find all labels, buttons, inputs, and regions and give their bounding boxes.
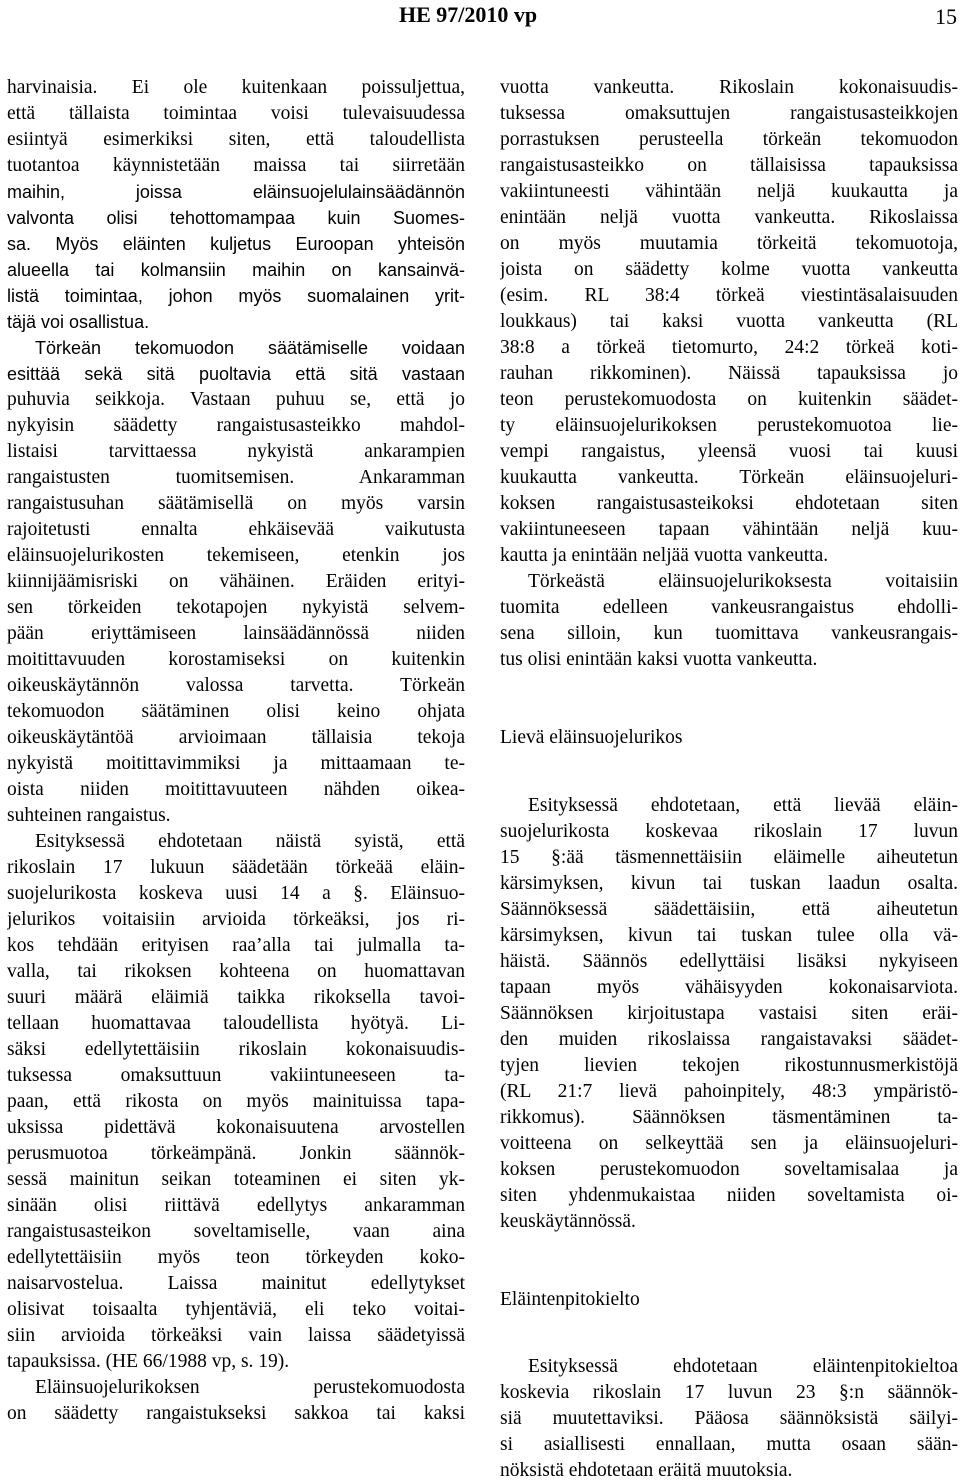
text-line: Esityksessä ehdotetaan, että lievää eläin- [528, 794, 958, 816]
text-line: tekomuodon säätäminen olisi keino ohjata [7, 701, 465, 722]
text-line: si asiallisesti ennallaan, mutta osaan sään- [500, 1434, 958, 1456]
text-line: koskevia rikoslain 17 luvun 23 §:n säännök- [500, 1382, 958, 1404]
page-header [0, 2, 960, 32]
text-line: rajoitetusti ennalta ehkäisevää vaikutusta [7, 519, 465, 540]
right-text-column [500, 75, 958, 1484]
text-line: maihin, joissa eläinsuojelulainsäädännön [7, 182, 465, 202]
text-line: sen törkeiden tekotapojen nykyistä selvem- [7, 597, 465, 618]
text-line: loukkaus) tai kaksi vuotta vankeutta (RL [500, 311, 958, 332]
text-line: sessä mainitun seikan toteaminen ei siten yk- [7, 1169, 465, 1190]
section-heading: Lievä eläinsuojelurikos [500, 727, 683, 748]
text-line: jelurikos voitaisiin arvioida törkeäksi, jos ri- [7, 909, 465, 930]
text-line: edellytettäisiin myös teon törkeyden koko- [7, 1247, 465, 1268]
text-line: enintään neljä vuotta vankeutta. Rikoslaissa [500, 207, 958, 228]
text-line: joista on säädetty kolme vuotta vankeutta [500, 259, 958, 280]
text-line: tellaan huomattavaa taloudellista hyötyä. Li- [7, 1013, 465, 1034]
text-line: on säädetty rangaistukseksi sakkoa tai kaksi [7, 1403, 465, 1424]
text-line: vakiintuneeseen tapaan vähintään neljä kuu- [500, 519, 958, 540]
text-line: uksissa pidettävä kokonaisuutena arvostellen [7, 1117, 465, 1138]
text-line: kärsimyksen, kivun tai tuskan tulee olla vä- [500, 924, 958, 946]
text-line: listä toimintaa, johon myös suomalainen yrit- [7, 286, 465, 306]
text-line: oikeuskäytäntöä arvioimaan tällaisia tekoja [7, 727, 465, 748]
text-line: suuri määrä eläimiä taikka rikoksella tavoi- [7, 987, 465, 1008]
text-line: valvonta olisi tehottomampaa kuin Suomes- [7, 208, 465, 228]
text-line: paan, että rikosta on myös mainituissa tapa- [7, 1091, 465, 1112]
text-line: naisarvostelua. Laissa mainitut edellytykset [7, 1273, 465, 1294]
section-heading: Eläintenpitokielto [500, 1288, 640, 1310]
text-line: tuksessa omaksuttujen rangaistusasteikkojen [500, 103, 958, 124]
text-line: Esityksessä ehdotetaan näistä syistä, että [35, 831, 465, 852]
text-line: esittää sekä sitä puoltavia että sitä vastaan [7, 364, 465, 384]
text-line: siä muutettaviksi. Pääosa säännöksistä säilyi- [500, 1408, 958, 1430]
text-line: sa. Myös eläinten kuljetus Euroopan yhteisön [7, 234, 465, 254]
text-line: että tällaista toimintaa voisi tulevaisuudessa [7, 103, 465, 124]
left-text-column [7, 75, 465, 1427]
text-line: oikeuskäytännön valossa tarvetta. Törkeän [7, 675, 465, 696]
text-line: tuotantoa käynnistetään maissa tai siirretään [7, 155, 465, 176]
text-line: 15 §:ää täsmennettäisiin eläimelle aiheutetun [500, 846, 958, 868]
text-line: tuksessa omaksuttuun vakiintuneeseen ta- [7, 1065, 465, 1086]
text-line: valla, tai rikoksen kohteena on huomattavan [7, 961, 465, 982]
text-line: tuomita edelleen vankeusrangaistus ehdolli- [500, 597, 958, 618]
text-line: nykyisin säädetty rangaistusasteikko mahdol- [7, 415, 465, 436]
spacer [500, 751, 958, 793]
text-line: alueella tai kolmansiin maihin on kansainvä- [7, 260, 465, 280]
text-line: siin arvioida törkeäksi vain laissa säädetyissä [7, 1325, 465, 1346]
text-line: Törkeän tekomuodon säätämiselle voidaan [35, 338, 465, 358]
text-line: voitteena on selkeyttää sen ja eläinsuojeluri- [500, 1132, 958, 1154]
text-line: tapauksissa. (HE 66/1988 vp, s. 19). [7, 1351, 290, 1372]
text-line: on myös muutamia törkeitä tekomuotoja, [500, 233, 958, 254]
text-line: (RL 21:7 lievä pahoinpitely, 48:3 ympäristö- [500, 1080, 958, 1102]
text-line: suojelurikosta koskevaa rikoslain 17 luvun [500, 820, 958, 842]
text-line: kuukautta vankeutta. Törkeän eläinsuojeluri- [500, 467, 958, 488]
spacer [500, 1313, 958, 1355]
text-line: rikoslain 17 lukuun säädetään törkeää eläin- [7, 857, 465, 878]
text-line: koksen perustekomuodon soveltamisalaa ja [500, 1158, 958, 1180]
text-line: sena silloin, kun tuomittava vankeusrangais- [500, 623, 958, 644]
text-line: tapaan myös vähäisyyden kokonaisarviota. [500, 976, 958, 998]
text-line: vakiintuneesti vähintään neljä kuukautta ja [500, 181, 958, 202]
text-line: rauhan rikkominen). Näissä tapauksissa jo [500, 363, 958, 384]
text-line: kiinnijäämisriski on vähäinen. Eräiden erityi- [7, 571, 465, 592]
text-line: vuotta vankeutta. Rikoslain kokonaisuudis- [500, 77, 958, 98]
text-line: vempi rangaistus, yleensä vuosi tai kuusi [500, 441, 958, 462]
text-line: porrastuksen perusteella törkeän tekomuodon [500, 129, 958, 150]
text-line: Eläinsuojelurikoksen perustekomuodosta [35, 1377, 465, 1398]
text-line: rangaistusasteikon soveltamiselle, vaan aina [7, 1221, 465, 1242]
text-line: (esim. RL 38:4 törkeä viestintäsalaisuuden [500, 285, 958, 306]
text-line: 38:8 a törkeä tietomurto, 24:2 törkeä koti- [500, 337, 958, 358]
text-line: täjä voi osallistua. [7, 312, 150, 332]
text-line: säksi edellytettäisiin rikoslain kokonaisuudis- [7, 1039, 465, 1060]
text-line: rangaistusuhan säätämisellä on myös varsin [7, 493, 465, 514]
text-line: rangaistusten tuomitsemisen. Ankaramman [7, 467, 465, 488]
spacer [500, 673, 958, 725]
text-line: nykyistä moitittavimmiksi ja mittaamaan te- [7, 753, 465, 774]
text-line: Törkeästä eläinsuojelurikoksesta voitaisiin [528, 571, 958, 592]
text-line: kärsimyksen, kivun tai tuskan laadun osalta. [500, 872, 958, 894]
text-line: Säännöksessä säädettäisiin, että aiheutetun [500, 898, 958, 920]
text-line: nöksistä ehdotetaan eräitä muutoksia. [500, 1460, 793, 1482]
text-line: Säännöksen kirjoitustapa vastaisi siten eräi- [500, 1002, 958, 1024]
text-line: tus olisi enintään kaksi vuotta vankeutta. [500, 649, 818, 670]
text-line: sinään olisi riittävä edellytys ankaramman [7, 1195, 465, 1216]
text-line: tyjen lievien tekojen rikostunnusmerkistöjä [500, 1054, 958, 1076]
text-line: siten yhdenmukaistaa niiden soveltamista oi- [500, 1184, 958, 1206]
text-line: ty eläinsuojelurikoksen perustekomuotoa lie- [500, 415, 958, 436]
text-line: Esityksessä ehdotetaan eläintenpitokieltoa [528, 1356, 958, 1378]
page-number: 15 [935, 4, 957, 29]
text-line: kos tehdään erityisen raa’alla tai julmalla ta- [7, 935, 465, 956]
spacer [500, 1235, 958, 1287]
text-line: rikkomus). Säännöksen täsmentäminen ta- [500, 1106, 958, 1128]
text-line: suojelurikosta koskeva uusi 14 a §. Eläinsuo- [7, 883, 465, 904]
document-id: HE 97/2010 vp [399, 2, 538, 27]
text-line: harvinaisia. Ei ole kuitenkaan poissuljettua, [7, 77, 465, 98]
text-line: den muiden rikoslaissa rangaistavaksi säädet- [500, 1028, 958, 1050]
text-line: olisivat toisaalta tyhjentäviä, eli teko voitai- [7, 1299, 465, 1320]
text-line: teon perustekomuodosta on kuitenkin säädet- [500, 389, 958, 410]
text-line: pään eriyttämiseen lainsäädännössä niiden [7, 623, 465, 644]
text-line: keuskäytännössä. [500, 1210, 636, 1232]
text-line: eläinsuojelurikosten tekemiseen, etenkin jos [7, 545, 465, 566]
text-line: perusmuotoa törkeämpänä. Jonkin säännök- [7, 1143, 465, 1164]
text-line: häistä. Säännös edellyttäisi lisäksi nykyiseen [500, 950, 958, 972]
text-line: moitittavuuden korostamiseksi on kuitenkin [7, 649, 465, 670]
text-line: koksen rangaistusasteikoksi ehdotetaan siten [500, 493, 958, 514]
text-line: rangaistusasteikko on tällaisissa tapauksissa [500, 155, 958, 176]
text-line: listaisi tarvittaessa nykyistä ankarampien [7, 441, 465, 462]
text-line: kautta ja enintään neljää vuotta vankeutta. [500, 545, 829, 566]
text-line: puhuvia seikkoja. Vastaan puhuu se, että jo [7, 389, 465, 410]
text-line: esiintyä esimerkiksi siten, että taloudellista [7, 129, 465, 150]
text-line: suhteinen rangaistus. [7, 805, 171, 826]
text-line: oista niiden moitittavuuteen nähden oikea- [7, 779, 465, 800]
